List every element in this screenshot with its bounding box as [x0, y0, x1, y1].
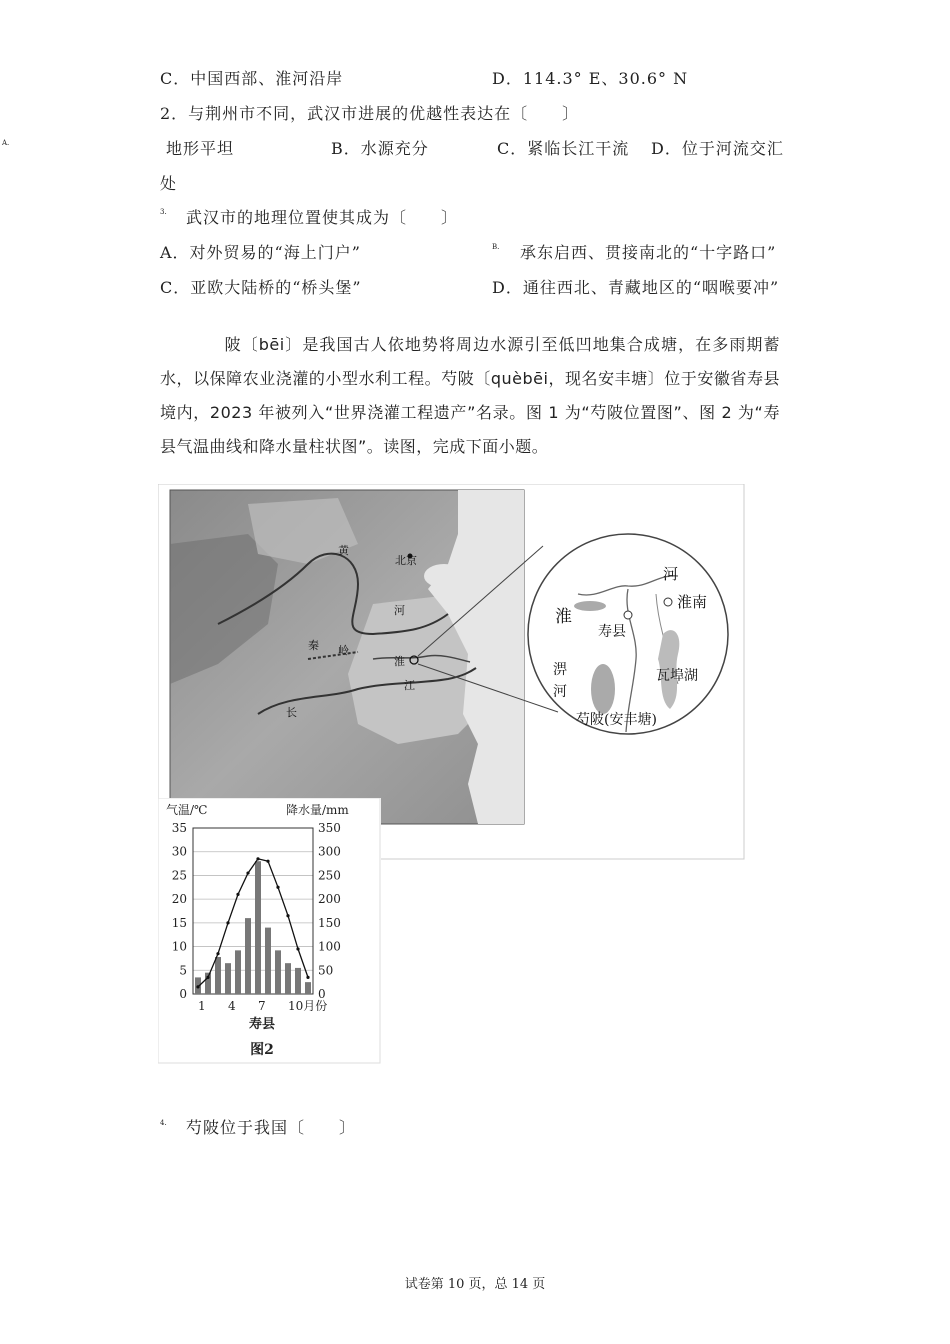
label-huai: 淮 [394, 655, 405, 668]
temperature-point [256, 857, 259, 860]
temperature-point [246, 871, 249, 874]
bohai-sea [424, 564, 464, 588]
quebei-reservoir-shape [591, 664, 615, 714]
left-tick-label: 20 [171, 892, 187, 907]
q2-option-b[interactable]: B．水源充分 [331, 139, 429, 158]
inset-label-he: 河 [663, 565, 679, 583]
x-tick-label: 7 [258, 999, 266, 1013]
right-tick-label: 0 [318, 987, 326, 1001]
q2-option-d[interactable]: D．位于河流交汇 [651, 139, 784, 158]
label-qin: 秦 [308, 639, 319, 652]
label-jiang: 江 [404, 679, 415, 692]
climate-chart-svg [158, 798, 381, 1064]
left-tick-label: 25 [171, 868, 187, 883]
q4-stem: 芍陂位于我国〔 〕 [186, 1118, 357, 1137]
precipitation-bar [295, 968, 301, 994]
q3-option-d[interactable]: D．通往西北、青藏地区的“咽喉要冲” [492, 278, 780, 297]
x-tick-label: 1 [198, 999, 206, 1013]
precipitation-bar [245, 918, 251, 994]
q3-option-b-marker: B. [492, 243, 500, 251]
q2-option-d-continued: 处 [160, 174, 178, 193]
temperature-point [266, 860, 269, 863]
figure-caption: 图2 [250, 1042, 274, 1058]
reading-passage [160, 328, 780, 464]
inset-label-pi: 淠 [553, 662, 567, 678]
huai-river-lake-shape [574, 601, 606, 611]
precipitation-bar [265, 928, 271, 994]
q4-number: 4. [160, 1119, 167, 1127]
temperature-point [196, 985, 199, 988]
temperature-point [216, 952, 219, 955]
passage-text: 陂〔bēi〕是我国古人依地势将周边水源引至低凹地集合成塘，在多雨期蓄水，以保障农业浇灌的小型水利工程。芍陂〔quèbēi，现名安丰塘〕位于安徽省寿县境内，2023 年被列入“世界浇灌工程遗产”名录。图 1 为“芍陂位置图”、图 2 为“寿县气温曲线和降水量柱状图”。读图，完成下面小题。 [160, 335, 780, 456]
right-tick-label: 250 [318, 868, 341, 883]
q3-number: 3. [160, 208, 167, 216]
huainan-marker [664, 598, 672, 606]
q2-option-a-marker: A. [2, 139, 10, 147]
temperature-point [276, 886, 279, 889]
q1-option-d[interactable]: D．114.3° E、30.6° N [492, 69, 689, 88]
right-axis-title: 降水量/mm [286, 803, 349, 817]
q2-option-c[interactable]: C．紧临长江干流 [497, 139, 630, 158]
inset-label-shouxian: 寿县 [598, 624, 626, 640]
label-chang: 长 [286, 706, 297, 719]
left-tick-label: 15 [171, 915, 187, 930]
x-tick-label: 10月份 [288, 999, 328, 1013]
label-huang: 黄 [338, 544, 349, 557]
right-tick-label: 300 [318, 844, 341, 859]
q3-option-a[interactable]: A．对外贸易的“海上门户” [160, 243, 361, 262]
inset-label-huai: 淮 [555, 607, 572, 627]
inset-label-wafu-lake: 瓦埠湖 [656, 668, 698, 684]
q2-stem: 2．与荆州市不同，武汉市进展的优越性表达在〔 〕 [160, 104, 580, 123]
precipitation-bar [235, 950, 241, 994]
q3-stem: 武汉市的地理位置使其成为〔 〕 [186, 208, 459, 227]
inset-label-huainan: 淮南 [677, 593, 708, 611]
q3-option-b[interactable]: 承东启西、贯接南北的“十字路口” [520, 243, 777, 262]
inset-circle [528, 534, 728, 734]
inset-label-quebei: 芍陂(安丰塘) [576, 712, 657, 728]
left-tick-label: 5 [179, 963, 187, 978]
right-tick-label: 350 [318, 821, 341, 835]
right-tick-label: 200 [318, 892, 341, 907]
label-ling: 岭 [338, 644, 349, 657]
shouxian-marker [624, 611, 632, 619]
temperature-point [206, 976, 209, 979]
temperature-point [306, 976, 309, 979]
temperature-point [286, 914, 289, 917]
figure-2-climate-chart [158, 798, 381, 1064]
precipitation-bar [225, 963, 231, 994]
left-tick-label: 35 [171, 821, 187, 835]
inset-label-pi-he: 河 [553, 684, 567, 700]
temperature-point [236, 893, 239, 896]
label-he: 河 [394, 604, 405, 617]
left-tick-label: 30 [171, 844, 187, 859]
precipitation-bar [255, 861, 261, 994]
page-footer: 试卷第 10 页，总 14 页 [404, 1277, 546, 1292]
q2-option-a[interactable]: 地形平坦 [166, 139, 235, 158]
precipitation-bar [285, 963, 291, 994]
left-tick-label: 10 [171, 939, 187, 954]
left-tick-label: 0 [179, 987, 187, 1001]
right-tick-label: 100 [318, 939, 341, 954]
left-axis-title: 气温/℃ [166, 803, 208, 817]
chart-title: 寿县 [248, 1017, 276, 1032]
right-tick-label: 50 [318, 963, 334, 978]
q3-option-c[interactable]: C．亚欧大陆桥的“桥头堡” [160, 278, 362, 297]
temperature-point [296, 947, 299, 950]
precipitation-bar [215, 957, 221, 994]
temperature-point [226, 921, 229, 924]
precipitation-bar [305, 982, 311, 994]
right-tick-label: 150 [318, 915, 341, 930]
label-beijing: 北京 [395, 554, 417, 567]
precipitation-bar [275, 950, 281, 994]
inset-map [528, 534, 728, 734]
q1-option-c[interactable]: C．中国西部、淮河沿岸 [160, 69, 344, 88]
x-tick-label: 4 [228, 999, 236, 1013]
